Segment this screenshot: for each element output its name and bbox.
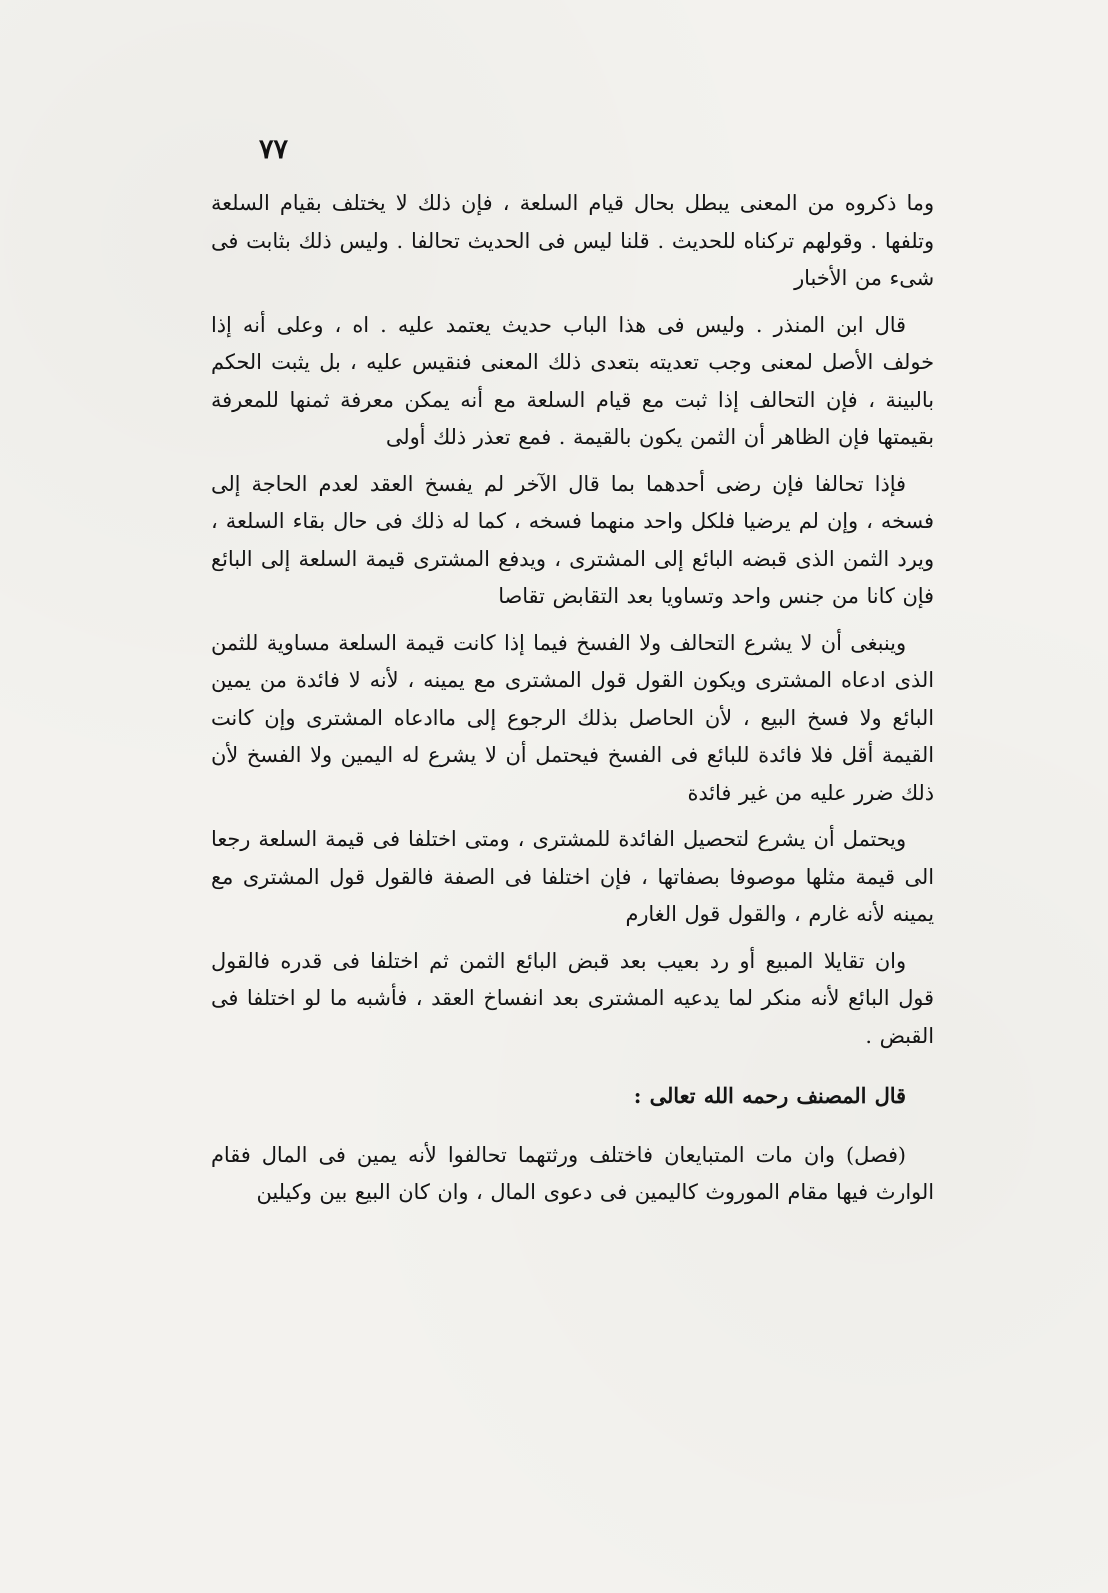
section-heading: قال المصنف رحمه الله تعالى : <box>633 1083 906 1108</box>
paragraph-4: وينبغى أن لا يشرع التحالف ولا الفسخ فيما إذا كانت قيمة السلعة مساوية للثمن الذى ادعاه المشترى ويكون القول قول المشترى مع يمينه ، لأنه لا فائدة من يمين البائع ولا فسخ البيع ، لأن الحاصل بذلك الرجوع إلى ماادعاه المشترى وإن كانت القيمة أقل فلا فائدة للبائع فى الفسخ فيحتمل أن لا يشرع له اليمين ولا الفسخ لأن ذلك ضرر عليه من غير فائدة <box>211 630 934 805</box>
paragraph-1: وما ذكروه من المعنى يبطل بحال قيام السلعة ، فإن ذلك لا يختلف بقيام السلعة وتلفها . وقولهم تركناه للحديث . قلنا ليس فى الحديث تحالفا . وليس ذلك بثابت فى شىء من الأخبار <box>211 191 934 290</box>
paragraph-2: قال ابن المنذر . وليس فى هذا الباب حديث يعتمد عليه . اه ، وعلى أنه إذا خولف الأصل لمعنى وجب تعديته بتعدى ذلك المعنى فنقيس عليه ، بل يثبت الحكم بالبينة ، فإن التحالف إذا ثبت مع قيام السلعة مع أنه يمكن معرفة ثمنها للمعرفة بقيمتها فإن الظاهر أن الثمن يكون بالقيمة . فمع تعذر ذلك أولى <box>211 312 934 449</box>
final-paragraph: (فصل) وان مات المتبايعان فاختلف ورثتهما تحالفوا لأنه يمين فى المال فقام الوارث فيها مقام الموروث كاليمين فى دعوى المال ، وان كان البيع بين وكيلين <box>211 1142 934 1204</box>
paragraph-3: فإذا تحالفا فإن رضى أحدهما بما قال الآخر لم يفسخ العقد لعدم الحاجة إلى فسخه ، وإن لم يرضيا فلكل واحد منهما فسخه ، كما له ذلك فى حال بقاء السلعة ، ويرد الثمن الذى قبضه البائع إلى المشترى ، ويدفع المشترى قيمة السلعة إلى البائع فإن كانا من جنس واحد وتساويا بعد التقابض تقاصا <box>211 471 934 608</box>
paragraph-5: ويحتمل أن يشرع لتحصيل الفائدة للمشترى ، ومتى اختلفا فى قيمة السلعة رجعا الى قيمة مثلها موصوفا بصفاتها ، فإن اختلفا فى الصفة فالقول قول المشترى مع يمينه لأنه غارم ، والقول قول الغارم <box>211 827 934 926</box>
body-text <box>211 185 934 1212</box>
paragraph-6: وان تقايلا المبيع أو رد بعيب بعد قبض البائع الثمن ثم اختلفا فى قدره فالقول قول البائع لأنه منكر لما يدعيه المشترى بعد انفساخ العقد ، فأشبه ما لو اختلفا فى القبض . <box>211 948 934 1048</box>
page-number: ٧٧ <box>259 134 289 165</box>
